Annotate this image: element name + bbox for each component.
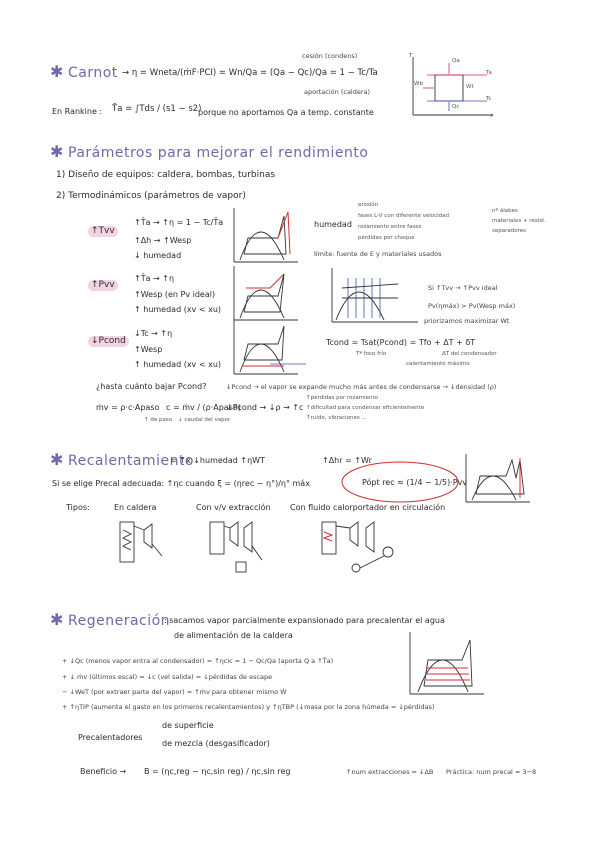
carnot-title: Carnot — [68, 65, 118, 81]
tvv-label: ↑Tvv — [88, 226, 118, 237]
cesion-note: cesión (condens) — [302, 52, 358, 60]
recalentamiento-title: Recalentamiento — [68, 453, 195, 469]
carnot-efficiency-eq: → η = Wneta/(ṁF·PCI) = Wn/Qa = (Qa − Qc)/Qa = 1 − Tc/Ta — [122, 68, 378, 78]
tipos-label: Tipos: — [66, 503, 90, 512]
humedad-item: rozamiento entre fases — [358, 224, 422, 230]
extracciones-note: ↑num extracciones = ↓ΔB — [346, 768, 434, 776]
star-icon: ✱ — [50, 142, 64, 161]
pcond-ts-diagram — [230, 320, 310, 376]
recalentamiento-caldera-schematic — [116, 516, 166, 570]
regeneracion-item: + ↓Qc (menos vapor entra al condensador) = ↑ηcic = 1 − Qc/Qa (aporta Q a ↑T̄a) — [62, 657, 334, 665]
pvv-line3: ↑ humedad (xv < xu) — [134, 305, 222, 314]
tipo-caldera: En caldera — [114, 503, 157, 512]
humedad-label: humedad — [314, 220, 352, 229]
humedad-item: pérdidas por choque — [358, 235, 415, 241]
humedad-fix: separadores — [492, 228, 526, 234]
beneficio-eq: B = (ηc,reg − ηc,sin reg) / ηc,sin reg — [144, 767, 291, 776]
paso-note: ↑ de paso — [144, 417, 173, 423]
carnot-tc: Tc — [486, 96, 492, 102]
limite-note: límite: fuente de E y materiales usados — [314, 250, 442, 258]
recalentamiento-dh: ↑Δhr = ↑Wr — [322, 456, 372, 465]
consequence: ↑dificultad para condensar eficientemente — [306, 405, 425, 411]
aportacion-note: aportación (caldera) — [304, 88, 371, 96]
caudal-note: ↓ caudal del vapor — [178, 417, 231, 423]
regeneracion-desc1: : sacamos vapor parcialmente expansionado para precalentar el agua — [164, 616, 445, 625]
carnot-axis-t: T — [409, 53, 413, 59]
regeneracion-item: + ↑ηTIP (aumenta el gasto en los primeros recalentamientos) y ↑ηTBP (↓masa por la zona húmeda = ↓pérdidas) — [62, 703, 435, 711]
tvv-ts-diagram — [230, 208, 300, 264]
recalentamiento-line2: Si se elige Precal adecuada: ↑ηc cuando ξ = (ηrec − η°)/η° máx — [52, 479, 310, 488]
humedad-item: fases L-V con diferente velocidad — [358, 213, 450, 219]
regeneracion-ts-diagram — [406, 632, 486, 696]
pcond-chain: ↓Pcond → ↓ρ → ↑c — [226, 403, 304, 412]
calentamiento-note: calentamiento máximo — [406, 361, 470, 367]
regeneracion-desc2: de alimentación de la caldera — [174, 631, 293, 640]
pvv-line2: ↑Wesp (en Pv ideal) — [134, 290, 216, 299]
tcond-eq: Tcond = Tsat(Pcond) = Tfo + ΔT + δT — [326, 338, 476, 347]
mv-eq: ṁv = ρ·c·Apaso — [96, 403, 160, 412]
carnot-qa: Qa — [452, 58, 460, 64]
beneficio-label: Beneficio → — [80, 767, 127, 776]
pvv-line1: ↑T̄a → ↑η — [134, 274, 175, 283]
parametros-title: Parámetros para mejorar el rendimiento — [68, 145, 369, 161]
precalentador-tipo: de superficie — [162, 721, 214, 730]
tvv-line3: ↓ humedad — [134, 251, 182, 260]
optimo-eq: Pópt rec ≈ (1/4 − 1/5)·Pvv — [362, 478, 468, 487]
pcond-line2: ↑Wesp — [134, 345, 163, 354]
regeneracion-title: Regeneración — [68, 613, 171, 629]
consequence: ↑ruido, vibraciones … — [306, 415, 368, 421]
pvv-label: ↑Pvv — [88, 280, 118, 291]
recalentamiento-extraccion-schematic — [206, 516, 266, 580]
pcond-line1: ↓Tc → ↑η — [134, 329, 173, 338]
tvv-line1: ↑T̄a → ↑η = 1 − Tc/T̄a — [134, 218, 224, 227]
star-icon: ✱ — [50, 610, 64, 629]
pcond-line3: ↑ humedad (xv < xu) — [134, 360, 222, 369]
recalentamiento-ts-diagram — [462, 454, 532, 504]
precalentadores-label: Precalentadores — [78, 733, 143, 742]
carnot-wb: Wb — [414, 81, 423, 87]
carnot-qc: Qc — [452, 104, 460, 110]
hasta-question: ¿hasta cuánto bajar Pcond? — [96, 382, 207, 391]
parametros-item1: 1) Diseño de equipos: caldera, bombas, turbinas — [56, 170, 276, 180]
rankine-label: En Rankine : — [52, 107, 103, 116]
carnot-ts-diagram — [405, 55, 497, 120]
recalentamiento-fluido-schematic — [318, 516, 398, 576]
recalentamiento-eq: = ↑x ↓humedad ↑ηWT — [170, 456, 265, 465]
consequence: ↑pérdidas por rozamiento — [306, 395, 379, 401]
pcond-label: ↓Pcond — [88, 336, 129, 347]
carnot-axis-s: s — [490, 113, 493, 119]
c-eq: c = ṁv / (ρ·Apaso) — [166, 403, 241, 412]
tipo-extraccion: Con v/v extracción — [196, 503, 271, 512]
humedad-fix: materiales + resist. — [492, 218, 546, 224]
carnot-ta: Ta — [486, 70, 492, 76]
dt-cond-note: ΔT del condensador — [442, 351, 497, 357]
regeneracion-item: + ↓ ṁv (últimos escal) = ↓c (vel salida) = ↓pérdidas de escape — [62, 673, 273, 681]
tfoco-note: Tª foco frío — [356, 351, 387, 357]
carnot-wt: Wt — [466, 84, 474, 90]
tvv-line2: ↑Δh → ↑Wesp — [134, 236, 192, 245]
hasta-note: ↓Pcond → el vapor se expande mucho más antes de condensarse → ↓densidad (ρ) — [226, 383, 497, 391]
tvv-note: Si ↑Tvv → ↑Pvv ideal — [428, 284, 498, 292]
tipo-fluido: Con fluido calorportador en circulación — [290, 503, 446, 512]
precalentador-tipo: de mezcla (desgasificador) — [162, 739, 270, 748]
pv-optimum-diagram — [328, 268, 420, 324]
maximizar-note: priorizamos maximizar Wt — [424, 317, 510, 325]
pvv-ts-diagram — [230, 266, 300, 322]
practica-note: Práctica: num precal ≈ 3−8 — [446, 768, 537, 776]
star-icon: ✱ — [50, 450, 64, 469]
pv-note: Pv(ηmáx) > Pv(Wesp máx) — [428, 302, 516, 310]
humedad-item: erosión — [358, 202, 379, 208]
rankine-eq: T̄a = ∫Tds / (s1 − s2) — [112, 104, 202, 114]
regeneracion-item: − ↓WeT (por extraer parte del vapor) = ↑ṁv para obtener mismo Ẇ — [62, 688, 287, 696]
parametros-item2: 2) Termodinámicos (parámetros de vapor) — [56, 191, 246, 201]
humedad-fix: nº álabes — [492, 208, 518, 214]
rankine-note: porque no aportamos Qa a temp. constante — [198, 108, 374, 117]
star-icon: ✱ — [50, 62, 64, 81]
